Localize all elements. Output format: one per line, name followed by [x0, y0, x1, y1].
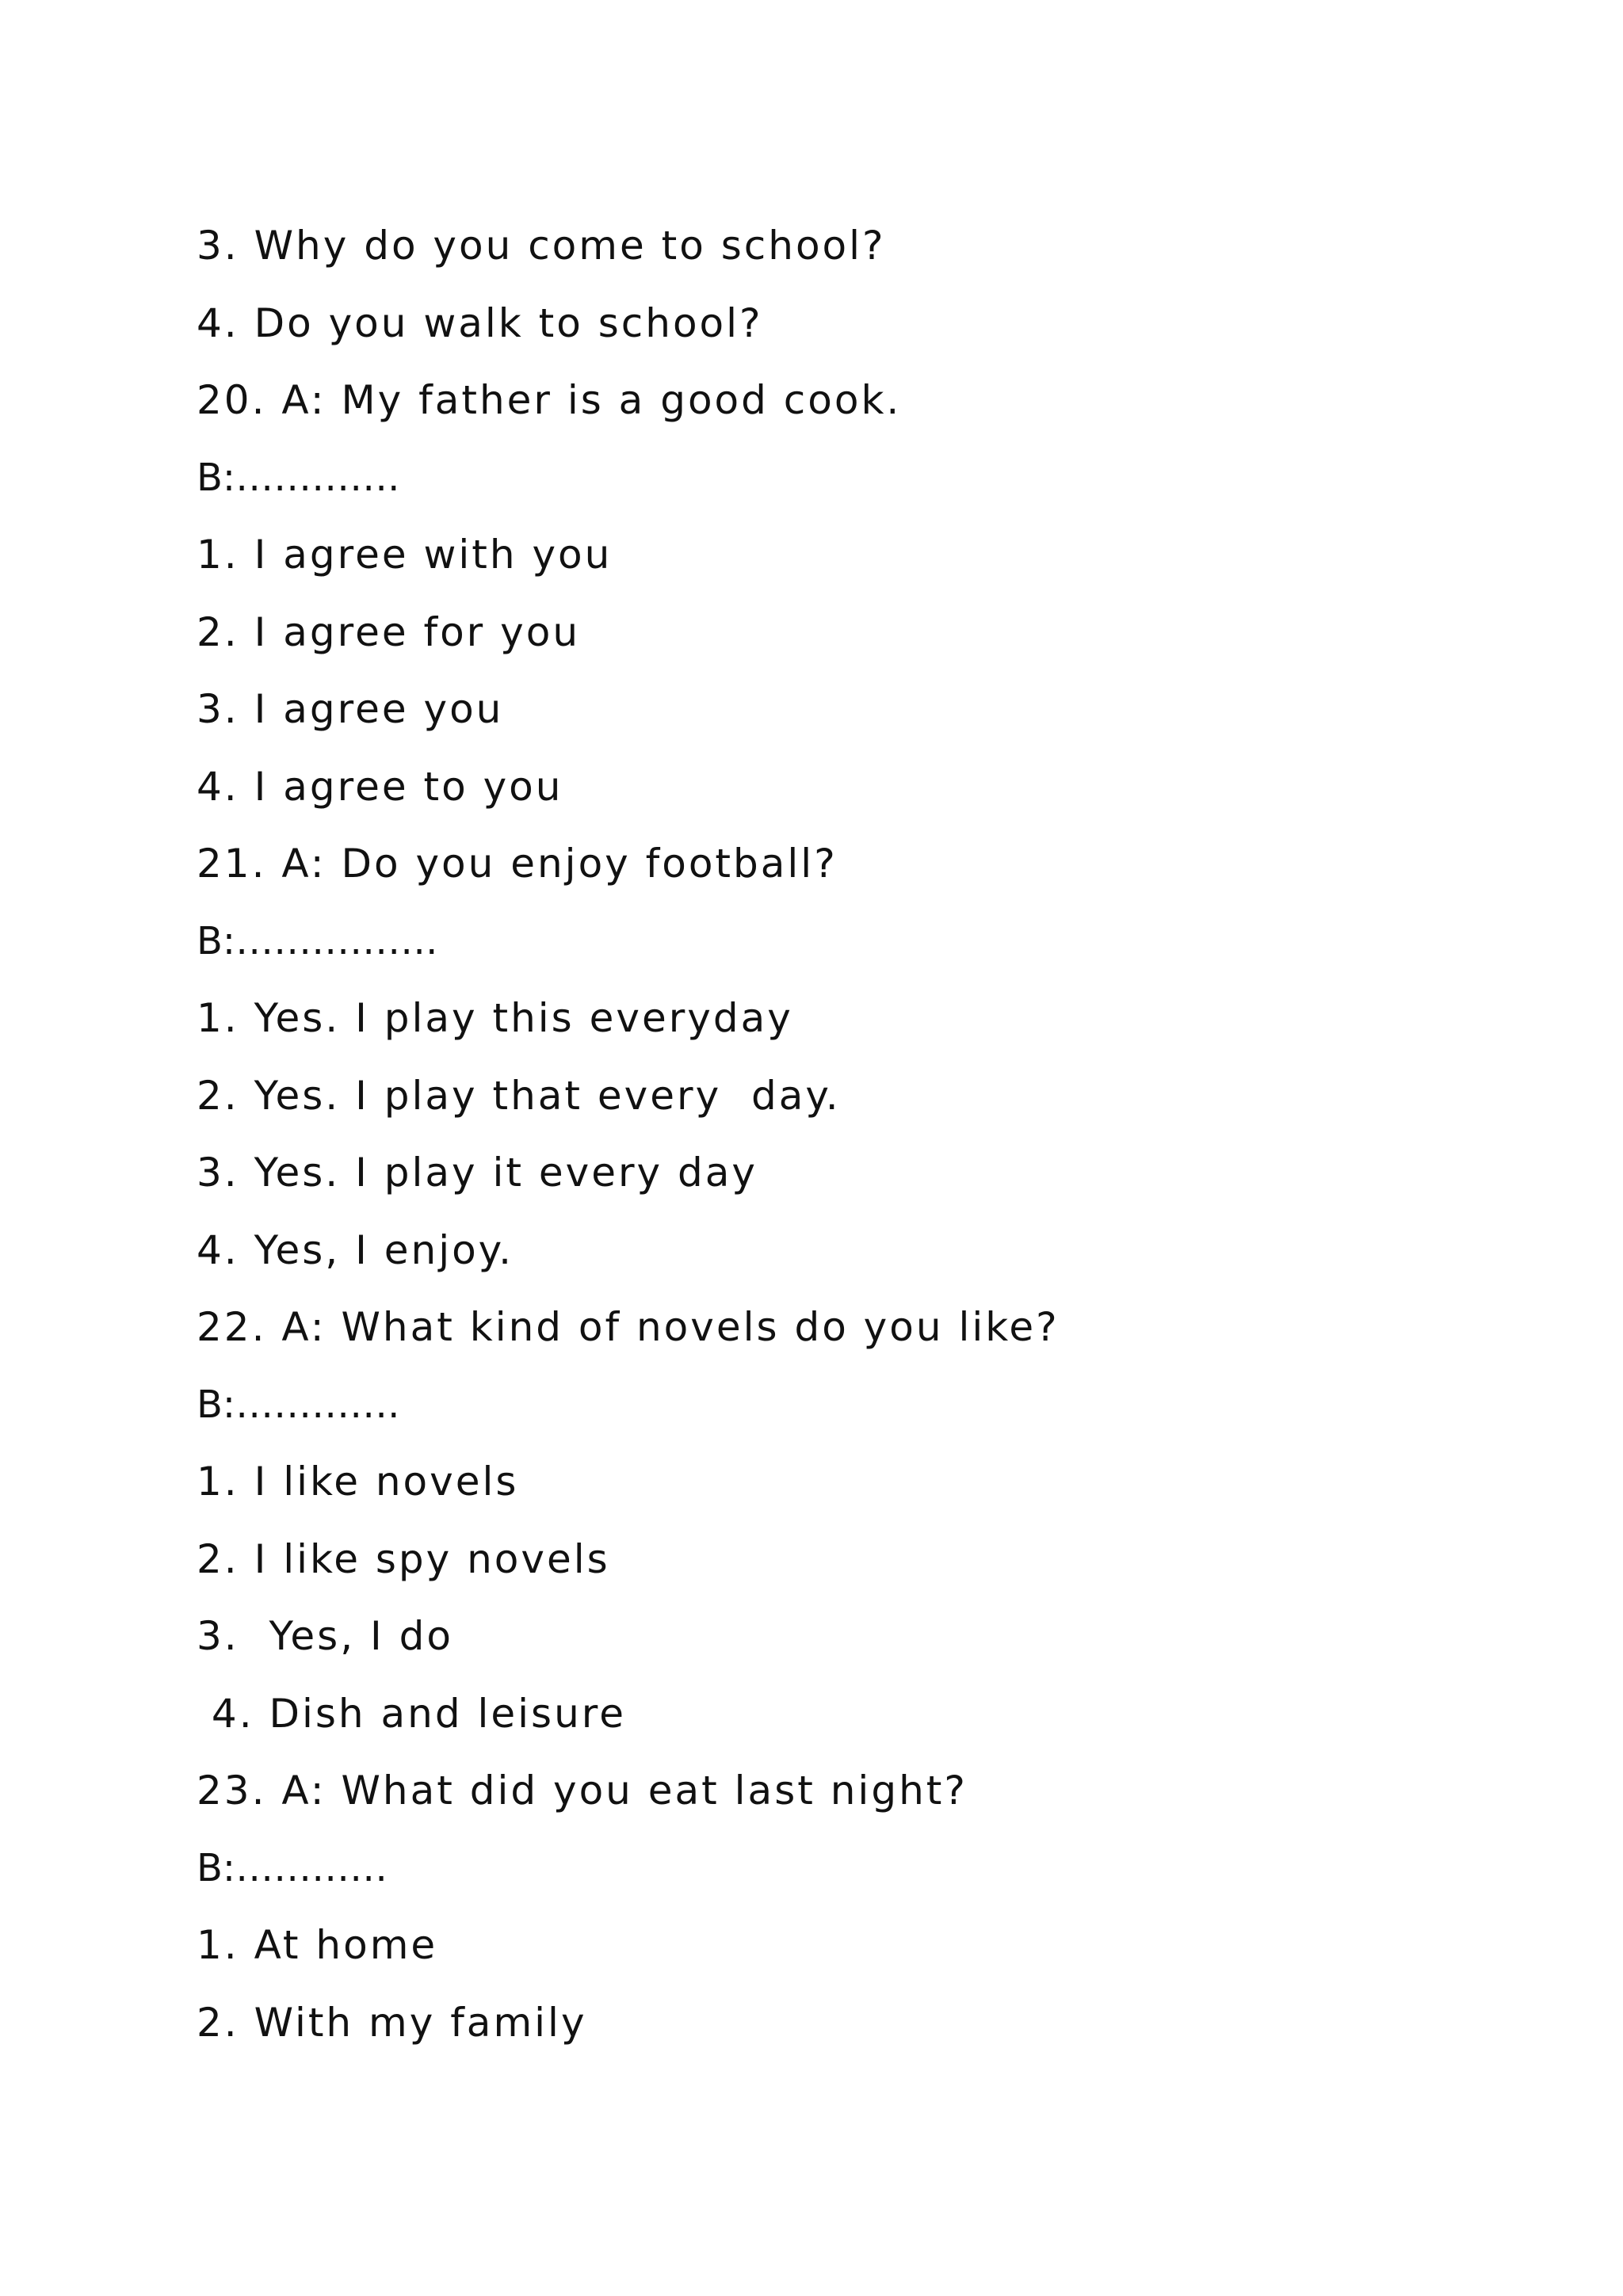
question-option-line: 4. I agree to you: [197, 764, 563, 810]
question-prompt: 23. A: What did you eat last night?: [197, 1768, 968, 1814]
question-prompt: 22. A: What kind of novels do you like?: [197, 1304, 1060, 1350]
question-option-line: 4. Dish and leisure: [197, 1691, 626, 1737]
question-option-line: 2. I agree for you: [197, 609, 581, 655]
answer-blank: B:…………….: [197, 919, 438, 963]
question-prompt: 20. A: My father is a good cook.: [197, 377, 902, 423]
answer-blank: B:………….: [197, 456, 400, 500]
question-option-line: 1. I agree with you: [197, 532, 613, 578]
question-option-line: 1. At home: [197, 1922, 438, 1968]
question-option-line: 2. Yes. I play that every day.: [197, 1073, 841, 1119]
question-option-line: 4. Yes, I enjoy.: [197, 1227, 514, 1273]
question-option-line: 2. I like spy novels: [197, 1536, 610, 1582]
answer-blank: B:………….: [197, 1383, 400, 1427]
question-option-line: 3. Yes, I do: [197, 1613, 453, 1659]
question-option-line: 1. Yes. I play this everyday: [197, 995, 793, 1041]
question-option-line: 1. I like novels: [197, 1459, 519, 1505]
answer-blank: B:…………: [197, 1846, 388, 1890]
question-option-line: 2. With my family: [197, 2000, 587, 2046]
question-prompt: 21. A: Do you enjoy football?: [197, 841, 838, 887]
question-option-line: 3. Yes. I play it every day: [197, 1150, 758, 1196]
question-option-line: 4. Do you walk to school?: [197, 300, 763, 346]
question-option-line: 3. I agree you: [197, 686, 504, 732]
question-option-line: 3. Why do you come to school?: [197, 223, 886, 269]
